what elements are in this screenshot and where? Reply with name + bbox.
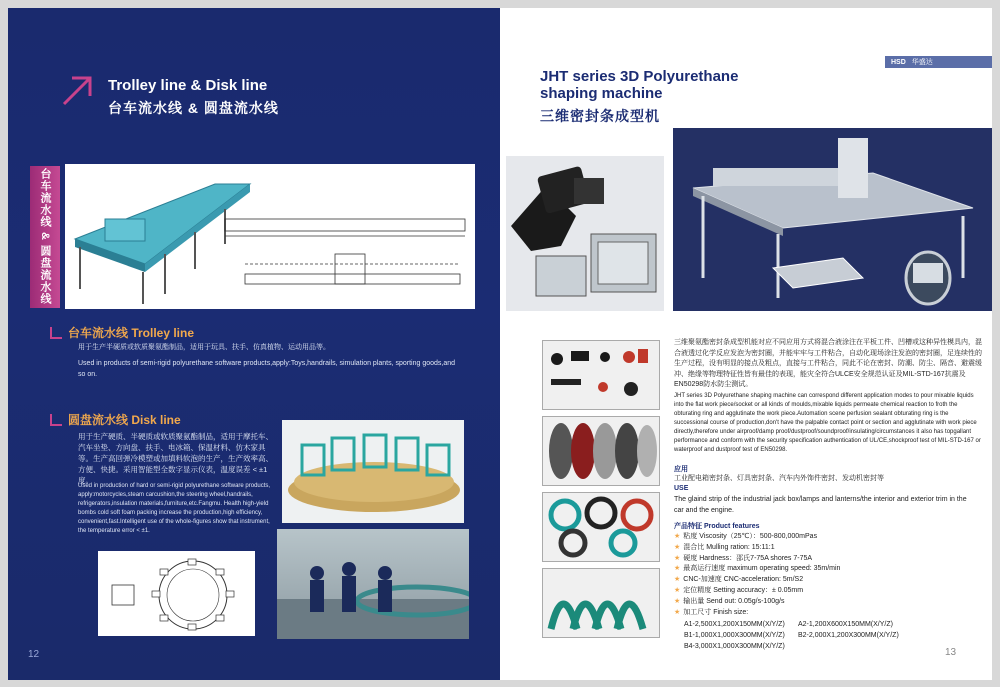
usage-cn-text: 工业配电箱密封条、灯具密封条、汽车内外饰件密封、发动机密封等 bbox=[674, 475, 884, 482]
trolley-heading: 台车流水线 Trolley line bbox=[50, 324, 194, 341]
features-heading: 产品特征 Product features bbox=[674, 523, 760, 530]
feature-item: ★ CNC-加速度 CNC-acceleration: 5m/S2 bbox=[674, 576, 804, 584]
brand-badge bbox=[885, 56, 992, 68]
left-title-cn: 台车流水线 & 圆盘流水线 bbox=[108, 100, 279, 116]
seal-rings-thumbnail bbox=[542, 492, 660, 562]
feature-item: ★ 加工尺寸 Finish size: bbox=[674, 608, 749, 616]
feature-item: ★ 混合比 Mulling ration: 15:11:1 bbox=[674, 543, 775, 551]
section-marker-icon bbox=[50, 327, 62, 339]
disk-line-drawing bbox=[98, 551, 255, 636]
vertical-tab: 台车流水线 & 圆盘流水线 bbox=[30, 166, 60, 308]
right-title-en: JHT series 3D Polyurethane shaping machine bbox=[540, 68, 739, 102]
intro-en-text: JHT series 3D Polyurethane shaping machine can correspond different application modes to pour mixable liquids into the flat work piece/socket or all kinds of moulds,mixable liquids permeate chemical reaction to froth the obturating ring and agglutinate the work piece.Automation scene perfusion sealant obturating ring is the successional course of production,don't have the palpable contact point or section and agglutinate with work piece directly,therefore under airproof/damp proof/dustproof/soundproof/insulating/circumstances it also has topgallant performance and conform with the security specification authentication of UL/CE,shockproof test of MIL-STD-167 or waterproof and dustproof test of EN50298. bbox=[674, 393, 981, 453]
seal-strips-thumbnail bbox=[542, 568, 660, 638]
star-icon: ★ bbox=[674, 565, 681, 573]
usage-heading: 应用 bbox=[674, 466, 688, 473]
right-page bbox=[500, 8, 992, 680]
page-number-left: 12 bbox=[28, 649, 40, 660]
usage-en-text: The glaind strip of the industrial jack box/lamps and lanterns/the interior and exterior trim in the car and the engine. bbox=[674, 496, 967, 514]
finish-size-b2: B2-2,000X1,200X300MM(X/Y/Z) bbox=[798, 632, 899, 639]
disk-cn-text: 用于生产硬质、半硬质或软质聚氨酯制品，适用于摩托车、汽车坐垫、方向盘、扶手、电冰箱、保温材料、仿木家具等。生产高回弹冷模塑或加填料软泡的生产，生产效率高、方便、快捷。采用智能型全数字显示仪表，温度误差 < ±1度。 bbox=[78, 432, 273, 485]
brand-name: 华盛达 bbox=[911, 59, 933, 66]
right-title-cn: 三维密封条成型机 bbox=[540, 108, 660, 124]
usage-heading-en: USE bbox=[674, 485, 689, 492]
factory-photo bbox=[277, 529, 469, 639]
features-list bbox=[674, 532, 840, 618]
seal-rolls-thumbnail bbox=[542, 416, 660, 486]
star-icon: ★ bbox=[674, 586, 681, 594]
trolley-line-photo bbox=[65, 164, 475, 309]
feature-item: ★ 硬度 Hardness：邵氏7-75A shores 7-75A bbox=[674, 554, 813, 562]
disk-heading: 圆盘流水线 Disk line bbox=[50, 411, 181, 428]
star-icon: ★ bbox=[674, 543, 681, 551]
feature-item: ★ 最高运行速度 maximum operating speed: 35m/min bbox=[674, 565, 841, 573]
trolley-en-text: Used in products of semi-rigid polyurethane software products,apply:Toys,handrails, simulation plants, sporting goods,and so on. bbox=[78, 360, 456, 378]
star-icon: ★ bbox=[674, 576, 681, 584]
trolley-line-illustration bbox=[65, 164, 475, 309]
finish-size-a1: A1-2,500X1,200X150MM(X/Y/Z) bbox=[684, 621, 785, 628]
seal-products-photo bbox=[506, 156, 664, 311]
trolley-cn-text: 用于生产半硬质或软质聚氨酯制品，适用于玩具、扶手、仿真植物、运动用品等。 bbox=[78, 344, 330, 351]
page-number-right: 13 bbox=[945, 647, 957, 658]
finish-size-b4: B4-3,000X1,000X300MM(X/Y/Z) bbox=[684, 643, 785, 650]
intro-cn-text: 三维聚氨酯密封条成型机能对应不同应用方式将混合液涂注在平板工件、凹槽或这种异性模具内，混合液透过化学反应发泡为密封圈，并能牢牢与工件粘合，自动化现场涂注发泡的密封圈，足连续性的生产过程，没有明显的接点及粗点，直接与工件粘合，同此不论在密封、防潮、防尘、隔音、避震缓冲、绝缘等物理特征性皆有最佳的表现，能灾全符合ULCE安全规范认证及MIL-STD-167抗震及EN50298防水防尘测试。 bbox=[674, 339, 982, 388]
star-icon: ★ bbox=[674, 533, 681, 540]
finish-size-b1: B1-1,000X1,000X300MM(X/Y/Z) bbox=[684, 632, 785, 639]
shaping-machine-photo bbox=[673, 128, 992, 311]
finish-size-a2: A2-1,200X600X150MM(X/Y/Z) bbox=[798, 621, 893, 628]
arrow-icon bbox=[60, 74, 94, 108]
feature-item: ★ 粘度 Viscosity（25℃）：500-800,000mPas bbox=[674, 533, 818, 540]
feature-item: ★ 定位精度 Setting accuracy：± 0.05mm bbox=[674, 586, 804, 594]
star-icon: ★ bbox=[674, 608, 681, 616]
seal-parts-thumbnail bbox=[542, 340, 660, 410]
brand-logo: HSD bbox=[891, 58, 906, 66]
star-icon: ★ bbox=[674, 554, 681, 562]
disk-en-text: Used in production of hard or semi-rigid polyurethane software products, apply:motorcycles,steam carcushion,the steering wheel,handrails, refrigerators,insulation materials,furniture,etc.Fangmu. Health high-yield bombs cold soft foam packing increase the production,high efficiency, convenient,fast.Intelligent use of the whole-figures show that instrument, the temperature error < ±1. bbox=[78, 483, 271, 534]
section-marker-icon bbox=[50, 414, 62, 426]
left-title-en: Trolley line & Disk line bbox=[108, 77, 268, 94]
star-icon: ★ bbox=[674, 597, 681, 605]
feature-item: ★ 输出量 Send out: 0.05g/s-100g/s bbox=[674, 597, 785, 605]
left-page bbox=[8, 8, 500, 680]
disk-line-photo bbox=[282, 420, 464, 523]
